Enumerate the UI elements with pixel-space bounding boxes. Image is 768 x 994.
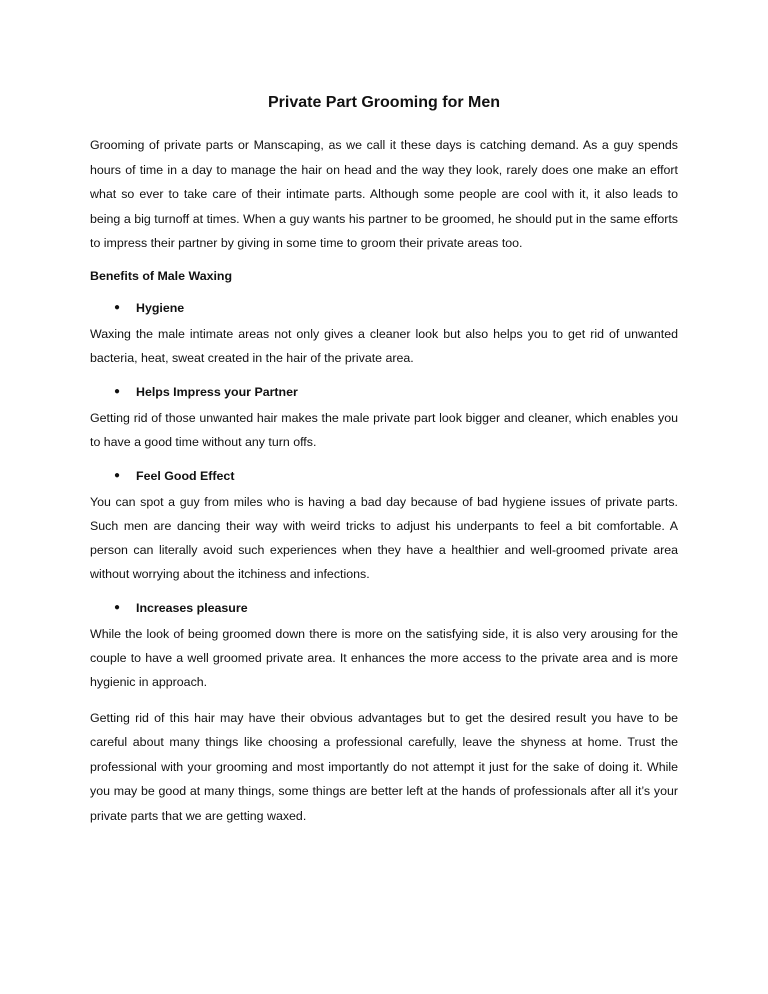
benefit-text: While the look of being groomed down there is more on the satisfying side, it is also very arousing for the couple to have a well groomed private area. It enhances the more access to the private area and is more hygienic in approach. <box>90 626 678 689</box>
bullet-item <box>90 598 678 618</box>
bullet-icon: ● <box>114 385 121 397</box>
benefit-increases-pleasure <box>90 598 678 694</box>
benefit-text: You can spot a guy from miles who is having a bad day because of bad hygiene issues of private parts. Such men are dancing their way with weird tricks to adjust his underpants to feel a bit comfortable. A person can literally avoid such experiences when they have a healthier and well-groomed private area without worrying about the itchiness and infections. <box>90 494 678 581</box>
closing-paragraph: Getting rid of this hair may have their obvious advantages but to get the desired result you have to be careful about many things like choosing a professional carefully, leave the shyness at home. Trust the professional with your grooming and most importantly do not attempt it just for the sake of doing it. While you may be good at many things, some things are better left at the hands of professionals after all it’s your private parts that we are getting waxed. <box>90 710 678 823</box>
bullet-item <box>90 298 678 318</box>
bullet-icon: ● <box>114 469 121 481</box>
bullet-item <box>90 466 678 486</box>
bullet-label: Hygiene <box>136 300 185 315</box>
intro-paragraph: Grooming of private parts or Manscaping, as we call it these days is catching demand. As a guy spends hours of time in a day to manage the hair on head and the way they look, rarely does one make an effort what so ever to take care of their intimate parts. Although some people are cool with it, it also leads to being a big turnoff at times. When a guy wants his partner to be groomed, he should put in the same efforts to impress their partner by giving in some time to groom their private areas too. <box>90 138 678 250</box>
bullet-label: Increases pleasure <box>136 600 248 615</box>
bullet-item <box>90 382 678 402</box>
benefit-text: Waxing the male intimate areas not only gives a cleaner look but also helps you to get rid of unwanted bacteria, heat, sweat created in the hair of the private area. <box>90 326 678 365</box>
bullet-icon: ● <box>114 301 121 313</box>
bullet-icon: ● <box>114 601 121 613</box>
bullet-label: Feel Good Effect <box>136 468 235 483</box>
section-heading: Benefits of Male Waxing <box>90 268 233 283</box>
benefit-text: Getting rid of those unwanted hair makes the male private part look bigger and cleaner, which enables you to have a good time without any turn offs. <box>90 410 678 449</box>
bullet-label: Helps Impress your Partner <box>136 384 298 399</box>
benefit-hygiene <box>90 298 678 370</box>
benefit-feel-good <box>90 466 678 586</box>
page-title: Private Part Grooming for Men <box>267 94 501 111</box>
benefit-impress-partner <box>90 382 678 454</box>
